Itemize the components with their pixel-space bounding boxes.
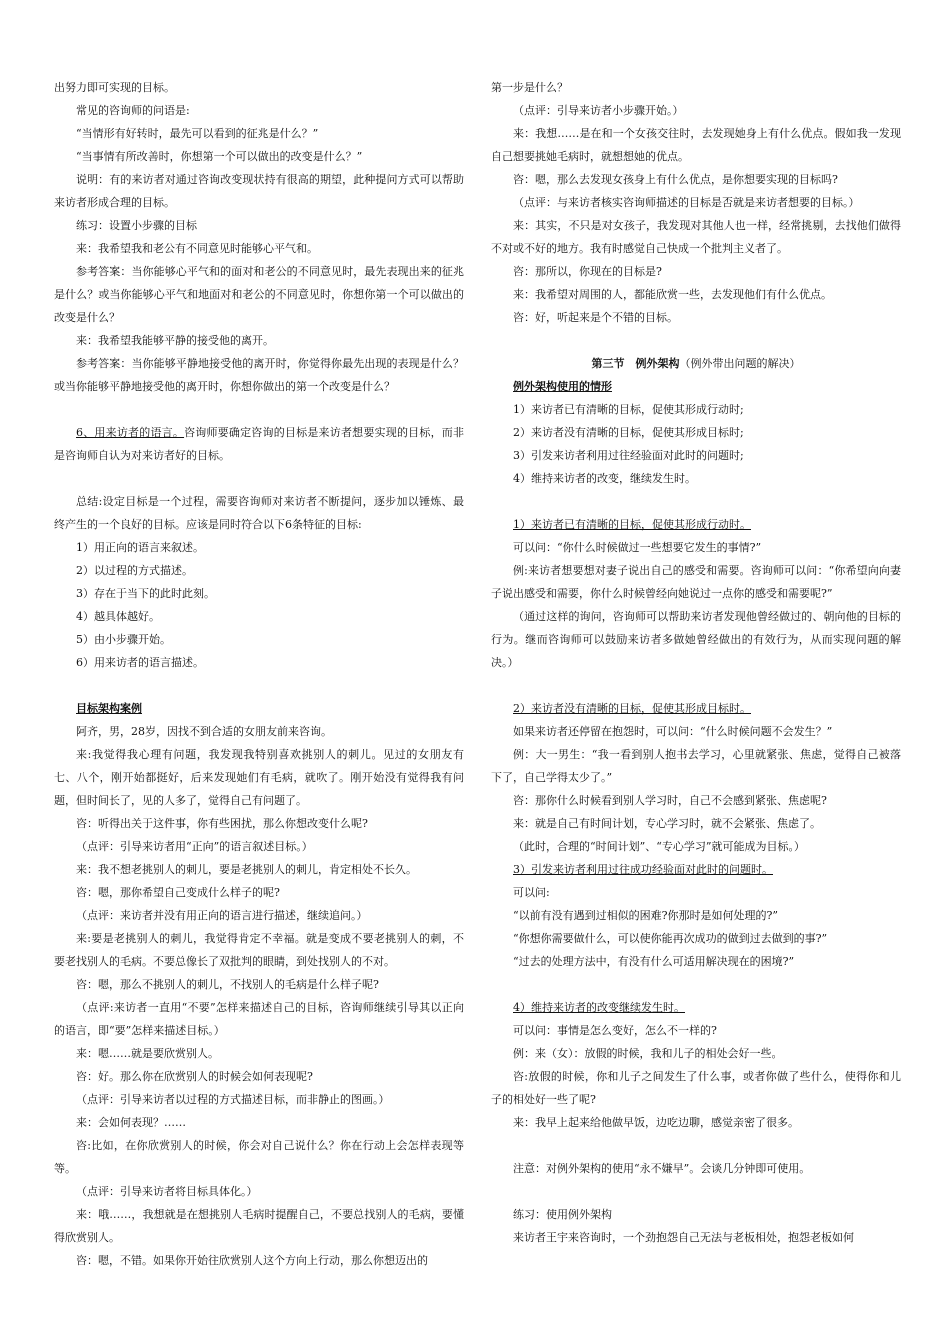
paragraph-lead: 6、用来访者的语言。 [76, 426, 185, 439]
paragraph: （点评：引导来访者小步骤开始。） [513, 104, 684, 117]
paragraph: （点评：引导来访者用“正向”的语言叙述目标。） [76, 840, 313, 853]
paragraph: 注意：对例外架构的使用“永不嫌早”。会谈几分钟即可使用。 [513, 1162, 811, 1175]
paragraph: 来：我想……是在和一个女孩交往时，去发现她身上有什么优点。假如我一发现自己想要挑她毛病时，就想想她的优点。 [491, 127, 901, 163]
left-column [54, 76, 464, 1272]
paragraph: “以前有没有遇到过相似的困难?你那时是如何处理的?” [513, 909, 779, 922]
paragraph: 来：我希望对周围的人，都能欣赏一些，去发现他们有什么优点。 [513, 288, 832, 301]
paragraph: 3）引发来访者利用过往经验面对此时的问题时; [513, 449, 744, 462]
paragraph: 可以问：事情是怎么变好，怎么不一样的? [513, 1024, 717, 1037]
paragraph: “当情形有好转时，最先可以看到的征兆是什么？” [76, 127, 319, 140]
paragraph: （点评：引导来访者以过程的方式描述目标，而非静止的图画。） [76, 1093, 390, 1106]
paragraph: 1）来访者已有清晰的目标，促使其形成行动时; [513, 403, 744, 416]
paragraph: 出努力即可实现的目标。 [54, 81, 175, 94]
paragraph-rest: 咨询师要确定咨询的目标是来访者想要实现的目标，而非是咨询师自认为对来访者好的目标。 [54, 426, 465, 462]
paragraph: 2）以过程的方式描述。 [76, 564, 193, 577]
paragraph: 咨：那所以，你现在的目标是? [513, 265, 662, 278]
spacer [491, 1180, 901, 1203]
paragraph: 第一步是什么？ [491, 81, 568, 94]
spacer [491, 674, 901, 697]
paragraph [54, 421, 464, 467]
paragraph: 来：我希望我能够平静的接受他的离开。 [76, 334, 274, 347]
spacer [54, 674, 464, 697]
paragraph: “当事情有所改善时，你想第一个可以做出的改变是什么？” [76, 150, 363, 163]
paragraph: （点评：与来访者核实咨询师描述的目标是否就是来访者想要的目标。） [513, 196, 860, 209]
paragraph: 来：哦……，我想就是在想挑别人毛病时提醒自己，不要总找别人的毛病，要懂得欣赏别人。 [54, 1208, 464, 1244]
paragraph: 4）维持来访者的改变，继续发生时。 [513, 472, 696, 485]
paragraph: 练习：使用例外架构 [513, 1208, 612, 1221]
paragraph: “过去的处理方法中，有没有什么可适用解决现在的困境?” [513, 955, 795, 968]
spacer [491, 329, 901, 352]
paragraph-rest: （例外带出问题的解决） [679, 357, 801, 370]
paragraph: 说明：有的来访者对通过咨询改变现状持有很高的期望，此种提问方式可以帮助来访者形成合理的目标。 [54, 173, 464, 209]
paragraph: 来:要是老挑别人的刺儿，我觉得肯定不幸福。就是变成不要老挑别人的刺，不要老找别人的毛病。不要总像长了双批判的眼睛，到处找别人的不对。 [54, 932, 464, 968]
spacer [491, 490, 901, 513]
paragraph: 3）存在于当下的此时此刻。 [76, 587, 215, 600]
section-heading: 目标架构案例 [76, 702, 142, 715]
paragraph: 来访者王宇来咨询时，一个劲抱怨自己无法与老板相处，抱怨老板如何 [513, 1231, 854, 1244]
paragraph: 咨：嗯，那你希望自己变成什么样子的呢? [76, 886, 280, 899]
paragraph: 4）越具体越好。 [76, 610, 160, 623]
paragraph: 来：其实，不只是对女孩子，我发现对其他人也一样，经常挑剔，去找他们做得不对或不好的地方。我有时感觉自己快成一个批判主义者了。 [491, 219, 901, 255]
paragraph: 来：嗯……就是要欣赏别人。 [76, 1047, 219, 1060]
paragraph: 可以问: [513, 886, 550, 899]
paragraph: 练习：设置小步骤的目标 [76, 219, 197, 232]
paragraph: 咨：好。那么你在欣赏别人的时候会如何表现呢? [76, 1070, 313, 1083]
paragraph: 咨:比如，在你欣赏别人的时候，你会对自己说什么？你在行动上会怎样表现等等。 [54, 1139, 464, 1175]
paragraph: 如果来访者还停留在抱怨时，可以问：“什么时候问题不会发生？” [513, 725, 833, 738]
paragraph: 参考答案：当你能够心平气和的面对和老公的不同意见时，最先表现出来的征兆是什么？或当你能够心平气和地面对和老公的不同意见时，你想你第一个可以做出的改变是什么？ [54, 265, 464, 324]
paragraph: 参考答案：当你能够平静地接受他的离开时，你觉得你最先出现的表现是什么？或当你能够平静地接受他的离开时，你想你做出的第一个改变是什么？ [54, 357, 464, 393]
paragraph: 总结:设定目标是一个过程，需要咨询师对来访者不断提问，逐步加以锤炼、最终产生的一个良好的目标。应该是同时符合以下6条特征的目标: [54, 495, 464, 531]
section-heading: 2）来访者没有清晰的目标，促使其形成目标时。 [513, 702, 751, 715]
paragraph: 阿齐，男，28岁，因找不到合适的女朋友前来咨询。 [76, 725, 332, 738]
spacer [491, 973, 901, 996]
paragraph: 咨:放假的时候，你和儿子之间发生了什么事，或者你做了些什么，使得你和儿子的相处好一些了呢? [491, 1070, 901, 1106]
section-heading: 例外架构使用的情形 [513, 380, 612, 393]
section-heading: 3）引发来访者利用过往成功经验面对此时的问题时。 [513, 863, 773, 876]
paragraph: 来：我不想老挑别人的刺儿，要是老挑别人的刺儿，肯定相处不长久。 [76, 863, 417, 876]
paragraph: （点评：来访者并没有用正向的语言进行描述，继续追问。） [76, 909, 368, 922]
paragraph: 5）由小步骤开始。 [76, 633, 171, 646]
spacer [491, 1134, 901, 1157]
paragraph: 咨：好，听起来是个不错的目标。 [513, 311, 678, 324]
paragraph: 来：就是自己有时间计划，专心学习时，就不会紧张、焦虑了。 [513, 817, 821, 830]
paragraph: 可以问：“你什么时候做过一些想要它发生的事情?” [513, 541, 762, 554]
paragraph: 咨：嗯，那么去发现女孩身上有什么优点，是你想要实现的目标吗? [513, 173, 838, 186]
paragraph: 咨：那你什么时候看到别人学习时，自己不会感到紧张、焦虑呢? [513, 794, 827, 807]
paragraph: （点评:来访者一直用“不要”怎样来描述自己的目标，咨询师继续引导其以正向的语言，即“要”怎样来描述目标。） [54, 1001, 464, 1037]
paragraph: 6）用来访者的语言描述。 [76, 656, 204, 669]
paragraph: 常见的咨询师的问语是: [76, 104, 190, 117]
section-heading: 1）来访者已有清晰的目标，促使其形成行动时。 [513, 518, 751, 531]
paragraph: （点评：引导来访者将目标具体化。） [76, 1185, 258, 1198]
paragraph: 例：大一男生：“我一看到别人抱书去学习，心里就紧张、焦虑，觉得自己被落下了，自己学得太少了。” [491, 748, 901, 784]
spacer [54, 467, 464, 490]
paragraph: “你想你需要做什么，可以使你能再次成功的做到过去做到的事?” [513, 932, 828, 945]
paragraph-lead: 第三节 例外架构 [591, 357, 680, 370]
paragraph: 2）来访者没有清晰的目标，促使其形成目标时; [513, 426, 744, 439]
paragraph: 例:来访者想要想对妻子说出自己的感受和需要。咨询师可以问：“你希望向向妻子说出感受和需要，你什么时候曾经向她说过一点你的感受和需要呢?” [491, 564, 901, 600]
paragraph: 1）用正向的语言来叙述。 [76, 541, 204, 554]
paragraph: 咨：嗯，不错。如果你开始往欣赏别人这个方向上行动，那么你想迈出的 [76, 1254, 428, 1267]
paragraph: 咨：听得出关于这件事，你有些困扰，那么你想改变什么呢? [76, 817, 368, 830]
paragraph: 来：会如何表现？…… [76, 1116, 186, 1129]
paragraph: 来：我希望我和老公有不同意见时能够心平气和。 [76, 242, 318, 255]
spacer [54, 398, 464, 421]
paragraph: （通过这样的询问，咨询师可以帮助来访者发现他曾经做过的、朝向他的目标的行为。继而咨询师可以鼓励来访者多做她曾经做出的有效行为，从而实现问题的解决。） [491, 610, 901, 669]
paragraph: （此时，合理的“时间计划”、“专心学习”就可能成为目标。） [513, 840, 805, 853]
right-column [491, 76, 901, 1249]
paragraph: 例：来（女）：放假的时候，我和儿子的相处会好一些。 [513, 1047, 783, 1060]
paragraph: 咨：嗯，那么不挑别人的刺儿，不找别人的毛病是什么样子呢? [76, 978, 379, 991]
section-heading: 4）维持来访者的改变继续发生时。 [513, 1001, 685, 1014]
paragraph [491, 352, 901, 375]
paragraph: 来:我觉得我心理有问题，我发现我特别喜欢挑别人的刺儿。见过的女朋友有七、八个，刚开始都挺好，后来发现她们有毛病，就吹了。刚开始没有觉得我有问题，但时间长了，见的人多了，觉得自己有问题了。 [54, 748, 464, 807]
paragraph: 来：我早上起来给他做早饭，边吃边聊，感觉亲密了很多。 [513, 1116, 799, 1129]
